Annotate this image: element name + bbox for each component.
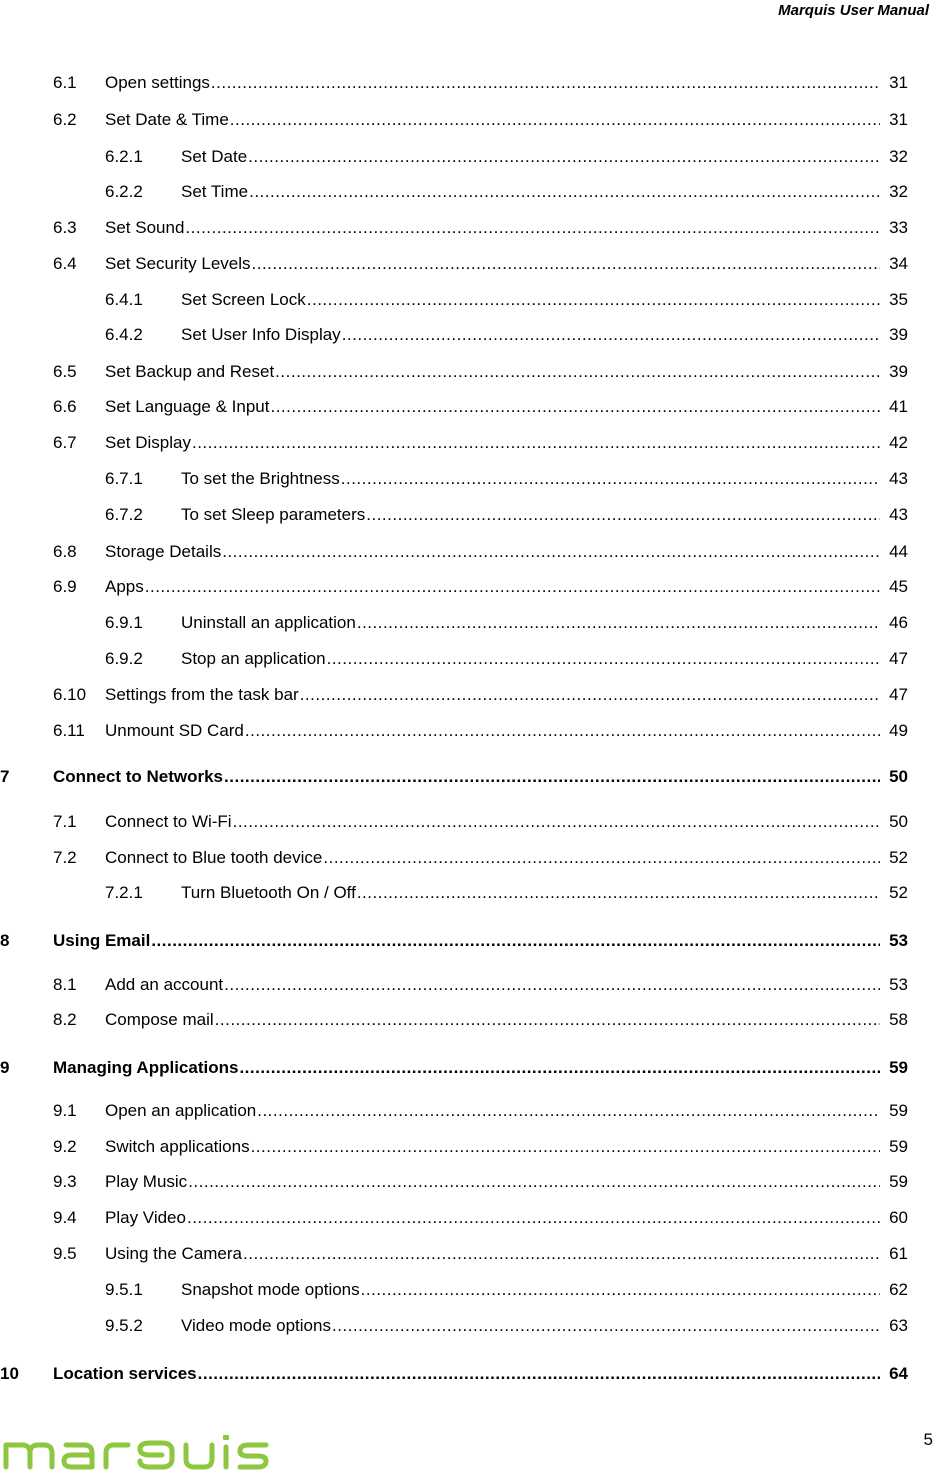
- toc-entry-page: 42: [889, 433, 908, 452]
- toc-entry-number: 9.5.1: [105, 1280, 143, 1299]
- toc-entry-number: 9.2: [53, 1137, 77, 1156]
- toc-entry-title: Using Email: [53, 931, 151, 950]
- toc-entry-number: 8: [0, 931, 10, 950]
- toc-entry[interactable]: [0, 683, 908, 707]
- toc-entry-title: Snapshot mode options: [181, 1280, 360, 1299]
- toc-entry-title: Set Time: [181, 182, 249, 201]
- toc-entry-title: Set Date & Time: [105, 110, 229, 129]
- dot-leader: [307, 288, 880, 312]
- toc-entry-page: 33: [889, 218, 908, 237]
- toc-entry[interactable]: [0, 929, 908, 953]
- toc-entry-page: 52: [889, 883, 908, 902]
- toc-entry[interactable]: [0, 1008, 908, 1032]
- toc-entry-page: 61: [889, 1244, 908, 1263]
- toc-entry[interactable]: [0, 1135, 908, 1159]
- toc-entry-number: 6.2.1: [105, 147, 143, 166]
- toc-entry[interactable]: [0, 1206, 908, 1230]
- toc-entry-number: 8.2: [53, 1010, 77, 1029]
- toc-entry-page: 43: [889, 505, 908, 524]
- toc-entry-page: 39: [889, 325, 908, 344]
- toc-entry[interactable]: [0, 575, 908, 599]
- toc-entry-title: Set Security Levels: [105, 254, 251, 273]
- dot-leader: [211, 71, 880, 95]
- toc-entry-title: To set Sleep parameters: [181, 505, 366, 524]
- toc-entry-number: 6.2: [53, 110, 77, 129]
- toc-entry-title: Play Music: [105, 1172, 188, 1191]
- toc-entry[interactable]: [0, 216, 908, 240]
- dot-leader: [366, 503, 880, 527]
- toc-entry-page: 35: [889, 290, 908, 309]
- toc-entry-number: 6.9.2: [105, 649, 143, 668]
- toc-entry-page: 46: [889, 613, 908, 632]
- toc-entry-title: Turn Bluetooth On / Off: [181, 883, 356, 902]
- toc-entry-page: 59: [889, 1101, 908, 1120]
- toc-entry[interactable]: [0, 1242, 908, 1266]
- toc-entry-title: Open settings: [105, 73, 210, 92]
- toc-entry-number: 6.7: [53, 433, 77, 452]
- toc-entry-number: 9.5.2: [105, 1316, 143, 1335]
- dot-leader: [327, 647, 880, 671]
- toc-entry[interactable]: [0, 360, 908, 384]
- dot-leader: [251, 1135, 880, 1159]
- toc-entry-title: Compose mail: [105, 1010, 214, 1029]
- toc-entry-number: 9.1: [53, 1101, 77, 1120]
- toc-entry-number: 6.8: [53, 542, 77, 561]
- toc-entry-number: 6.5: [53, 362, 77, 381]
- dot-leader: [215, 1008, 880, 1032]
- toc-entry-title: Video mode options: [181, 1316, 331, 1335]
- toc-entry-page: 63: [889, 1316, 908, 1335]
- toc-entry-title: Play Video: [105, 1208, 186, 1227]
- toc-entry-page: 53: [889, 931, 908, 950]
- toc-entry-page: 32: [889, 147, 908, 166]
- toc-entry[interactable]: [0, 431, 908, 455]
- toc-entry-title: Connect to Wi-Fi: [105, 812, 232, 831]
- toc-entry-page: 41: [889, 397, 908, 416]
- dot-leader: [323, 846, 880, 870]
- dot-leader: [361, 1278, 880, 1302]
- dot-leader: [275, 360, 880, 384]
- toc-entry[interactable]: [0, 1278, 908, 1302]
- dot-leader: [252, 252, 880, 276]
- toc-entry-title: Unmount SD Card: [105, 721, 244, 740]
- toc-entry-title: Storage Details: [105, 542, 222, 561]
- toc-entry[interactable]: [0, 288, 908, 312]
- toc-entry-page: 44: [889, 542, 908, 561]
- document-header-title: Marquis User Manual: [778, 2, 929, 19]
- dot-leader: [342, 323, 880, 347]
- toc-entry-number: 7: [0, 767, 10, 786]
- toc-entry[interactable]: [0, 765, 908, 789]
- toc-entry-number: 9: [0, 1058, 10, 1077]
- dot-leader: [224, 765, 880, 789]
- toc-entry-page: 39: [889, 362, 908, 381]
- dot-leader: [248, 145, 880, 169]
- toc-entry-title: To set the Brightness: [181, 469, 340, 488]
- toc-entry[interactable]: [0, 145, 908, 169]
- toc-entry-title: Switch applications: [105, 1137, 250, 1156]
- toc-entry[interactable]: [0, 252, 908, 276]
- toc-entry[interactable]: [0, 323, 908, 347]
- marquis-logo: [0, 1431, 270, 1474]
- dot-leader: [332, 1314, 880, 1338]
- toc-entry-title: Open an application: [105, 1101, 257, 1120]
- toc-entry-title: Location services: [53, 1364, 197, 1383]
- toc-entry-number: 6.1: [53, 73, 77, 92]
- dot-leader: [270, 395, 880, 419]
- toc-entry-title: Uninstall an application: [181, 613, 356, 632]
- dot-leader: [198, 1362, 880, 1386]
- toc-entry-title: Settings from the task bar: [105, 685, 299, 704]
- toc-entry[interactable]: [0, 846, 908, 870]
- toc-entry-number: 6.9: [53, 577, 77, 596]
- toc-entry[interactable]: [0, 180, 908, 204]
- toc-entry-title: Managing Applications: [53, 1058, 239, 1077]
- toc-entry-title: Set Backup and Reset: [105, 362, 275, 381]
- toc-entry-number: 6.10: [53, 685, 87, 704]
- toc-entry-number: 6.2.2: [105, 182, 143, 201]
- toc-entry-title: Set Display: [105, 433, 191, 452]
- dot-leader: [300, 683, 880, 707]
- toc-entry-page: 47: [889, 685, 908, 704]
- toc-entry-page: 43: [889, 469, 908, 488]
- toc-entry-number: 6.4.2: [105, 325, 143, 344]
- toc-entry-number: 7.2.1: [105, 883, 143, 902]
- toc-entry[interactable]: [0, 540, 908, 564]
- toc-entry-page: 62: [889, 1280, 908, 1299]
- dot-leader: [145, 575, 880, 599]
- toc-entry[interactable]: [0, 1099, 908, 1123]
- dot-leader: [192, 431, 880, 455]
- toc-entry-page: 59: [889, 1137, 908, 1156]
- toc-entry-page: 50: [889, 812, 908, 831]
- toc-entry-number: 10: [0, 1364, 19, 1383]
- toc-entry-number: 6.6: [53, 397, 77, 416]
- toc-entry[interactable]: [0, 395, 908, 419]
- toc-entry-page: 49: [889, 721, 908, 740]
- dot-leader: [185, 216, 880, 240]
- dot-leader: [357, 611, 880, 635]
- toc-entry-title: Connect to Networks: [53, 767, 224, 786]
- toc-entry[interactable]: [0, 647, 908, 671]
- toc-entry-page: 47: [889, 649, 908, 668]
- dot-leader: [243, 1242, 880, 1266]
- toc-entry-title: Stop an application: [181, 649, 326, 668]
- toc-entry-page: 59: [889, 1058, 908, 1077]
- toc-entry-page: 58: [889, 1010, 908, 1029]
- toc-entry-title: Set Language & Input: [105, 397, 270, 416]
- toc-entry-title: Set Date: [181, 147, 248, 166]
- toc-entry-title: Connect to Blue tooth device: [105, 848, 323, 867]
- dot-leader: [357, 881, 880, 905]
- toc-entry[interactable]: [0, 810, 908, 834]
- toc-entry[interactable]: [0, 467, 908, 491]
- toc-entry-page: 52: [889, 848, 908, 867]
- dot-leader: [188, 1170, 880, 1194]
- toc-entry-number: 6.3: [53, 218, 77, 237]
- toc-entry-title: Set Screen Lock: [181, 290, 306, 309]
- toc-entry-number: 6.9.1: [105, 613, 143, 632]
- toc-entry[interactable]: [0, 71, 908, 95]
- toc-entry[interactable]: [0, 503, 908, 527]
- toc-entry-number: 7.2: [53, 848, 77, 867]
- toc-entry-number: 6.11: [53, 721, 85, 740]
- toc-entry-number: 6.4.1: [105, 290, 143, 309]
- toc-entry-title: Using the Camera: [105, 1244, 243, 1263]
- toc-entry-page: 59: [889, 1172, 908, 1191]
- dot-leader: [187, 1206, 880, 1230]
- toc-entry-number: 9.5: [53, 1244, 77, 1263]
- dot-leader: [257, 1099, 880, 1123]
- toc-entry[interactable]: [0, 1170, 908, 1194]
- toc-entry[interactable]: [0, 1362, 908, 1386]
- toc-entry-page: 64: [889, 1364, 908, 1383]
- dot-leader: [341, 467, 880, 491]
- toc-entry-page: 34: [889, 254, 908, 273]
- dot-leader: [151, 929, 880, 953]
- toc-entry[interactable]: [0, 611, 908, 635]
- toc-entry[interactable]: [0, 108, 908, 132]
- toc-entry[interactable]: [0, 881, 908, 905]
- toc-entry-number: 6.4: [53, 254, 77, 273]
- toc-entry-title: Add an account: [105, 975, 224, 994]
- dot-leader: [249, 180, 880, 204]
- toc-entry[interactable]: [0, 973, 908, 997]
- toc-entry-title: Set Sound: [105, 218, 185, 237]
- toc-entry-number: 7.1: [53, 812, 77, 831]
- toc-entry-page: 45: [889, 577, 908, 596]
- dot-leader: [245, 719, 880, 743]
- toc-entry-number: 6.7.1: [105, 469, 143, 488]
- toc-entry[interactable]: [0, 1314, 908, 1338]
- dot-leader: [233, 810, 880, 834]
- dot-leader: [239, 1056, 880, 1080]
- toc-entry-number: 8.1: [53, 975, 77, 994]
- toc-entry-page: 31: [889, 110, 908, 129]
- dot-leader: [224, 973, 880, 997]
- dot-leader: [222, 540, 880, 564]
- toc-entry-page: 60: [889, 1208, 908, 1227]
- toc-entry-number: 9.3: [53, 1172, 77, 1191]
- toc-entry-number: 9.4: [53, 1208, 77, 1227]
- toc-entry-title: Set User Info Display: [181, 325, 341, 344]
- toc-entry-page: 50: [889, 767, 908, 786]
- toc-entry-number: 6.7.2: [105, 505, 143, 524]
- dot-leader: [230, 108, 880, 132]
- toc-entry-title: Apps: [105, 577, 144, 596]
- toc-entry-page: 53: [889, 975, 908, 994]
- toc-entry-page: 32: [889, 182, 908, 201]
- toc-entry[interactable]: [0, 1056, 908, 1080]
- page-number: 5: [923, 1430, 933, 1449]
- toc-entry-page: 31: [889, 73, 908, 92]
- toc-entry[interactable]: [0, 719, 908, 743]
